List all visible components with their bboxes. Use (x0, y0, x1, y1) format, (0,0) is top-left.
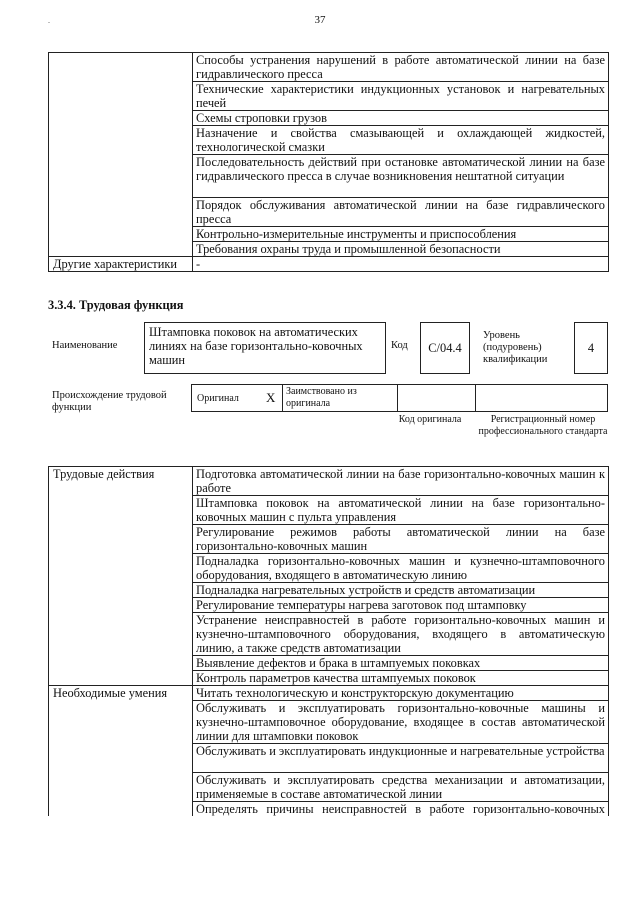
labor-actions-label: Трудовые действия (49, 467, 193, 686)
knowledge-item: Требования охраны труда и промышленной безопасности (193, 242, 609, 257)
labor-action-item: Регулирование режимов работы автоматической линии на базе горизонтально-ковочных машин (193, 525, 609, 554)
code-label: Код (391, 340, 408, 351)
original-code-caption: Код оригинала (398, 414, 462, 425)
function-name-box: Штамповка поковок на автоматических линиях на базе горизонтально-ковочных машин (144, 322, 386, 374)
table-row (49, 257, 609, 272)
table-row (49, 686, 609, 701)
section-heading: 3.3.4. Трудовая функция (48, 298, 184, 312)
labor-action-item: Выявление дефектов и брака в штампуемых поковках (193, 656, 609, 671)
original-label: Оригинал (197, 393, 239, 404)
knowledge-item: Последовательность действий при остановке автоматической линии на базе гидравлического пресса в случае возникновения нештатной ситуации (193, 155, 609, 198)
reg-number-caption: Регистрационный номер профессионального стандарта (478, 414, 608, 437)
level-label: Уровень (подуровень) квалификации (483, 330, 548, 365)
knowledge-item: Схемы строповки грузов (193, 111, 609, 126)
knowledge-item: Способы устранения нарушений в работе автоматической линии на базе гидравлического пресса (193, 53, 609, 82)
table-row (49, 467, 609, 496)
knowledge-table (48, 52, 609, 272)
scan-dot: . (48, 16, 50, 25)
original-mark: X (266, 390, 276, 405)
original-cell (192, 385, 283, 411)
borrowed-label: Заимствовано из оригинала (286, 386, 357, 409)
labor-action-item: Подготовка автоматической линии на базе горизонтально-ковочных машин к работе (193, 467, 609, 496)
knowledge-item: Порядок обслуживания автоматической линии на базе гидравлического пресса (193, 198, 609, 227)
page-number: 37 (314, 14, 326, 26)
skill-item: Обслуживать и эксплуатировать средства механизации и автоматизации, применяемые в составе автоматической линии (193, 773, 609, 802)
original-code-cell (397, 385, 476, 411)
other-characteristics-label: Другие характеристики (49, 257, 193, 272)
borrowed-cell (282, 385, 398, 411)
origin-label: Происхождение трудовой функции (52, 390, 167, 413)
skill-item: Обслуживать и эксплуатировать горизонтально-ковочные машины и кузнечно-штамповочное оборудование, входящее в состав автоматической линии для штамповки поковок (193, 701, 609, 744)
function-detail-table (48, 466, 609, 816)
other-characteristics-value: - (193, 257, 609, 272)
labor-action-item: Устранение неисправностей в работе горизонтально-ковочных машин и кузнечно-штамповочного оборудования, входящего в автоматическую линию, а также средств автоматизации (193, 613, 609, 656)
labor-action-item: Штамповка поковок на автоматической линии на базе горизонтально-ковочных машин с пульта управления (193, 496, 609, 525)
knowledge-item: Контрольно-измерительные инструменты и приспособления (193, 227, 609, 242)
skill-item: Читать технологическую и конструкторскую документацию (193, 686, 609, 701)
required-skills-label: Необходимые умения (49, 686, 193, 817)
function-code-box: C/04.4 (420, 322, 470, 374)
reg-number-cell (475, 385, 607, 411)
knowledge-item: Назначение и свойства смазывающей и охлаждающей жидкостей, технологической смазки (193, 126, 609, 155)
labor-action-item: Подналадка горизонтально-ковочных машин и кузнечно-штамповочного оборудования, входящего в автоматическую линию (193, 554, 609, 583)
labor-action-item: Контроль параметров качества штампуемых поковок (193, 671, 609, 686)
name-label: Наименование (52, 340, 118, 351)
level-value-box: 4 (574, 322, 608, 374)
origin-row-box (191, 384, 608, 412)
labor-action-item: Регулирование температуры нагрева заготовок под штамповку (193, 598, 609, 613)
knowledge-label-cell (49, 53, 193, 257)
table-row (49, 53, 609, 82)
skill-item: Определять причины неисправностей в работе горизонтально-ковочных (193, 802, 609, 817)
skill-item: Обслуживать и эксплуатировать индукционные и нагревательные устройства (193, 744, 609, 773)
knowledge-item: Технические характеристики индукционных установок и нагревательных печей (193, 82, 609, 111)
labor-action-item: Подналадка нагревательных устройств и средств автоматизации (193, 583, 609, 598)
